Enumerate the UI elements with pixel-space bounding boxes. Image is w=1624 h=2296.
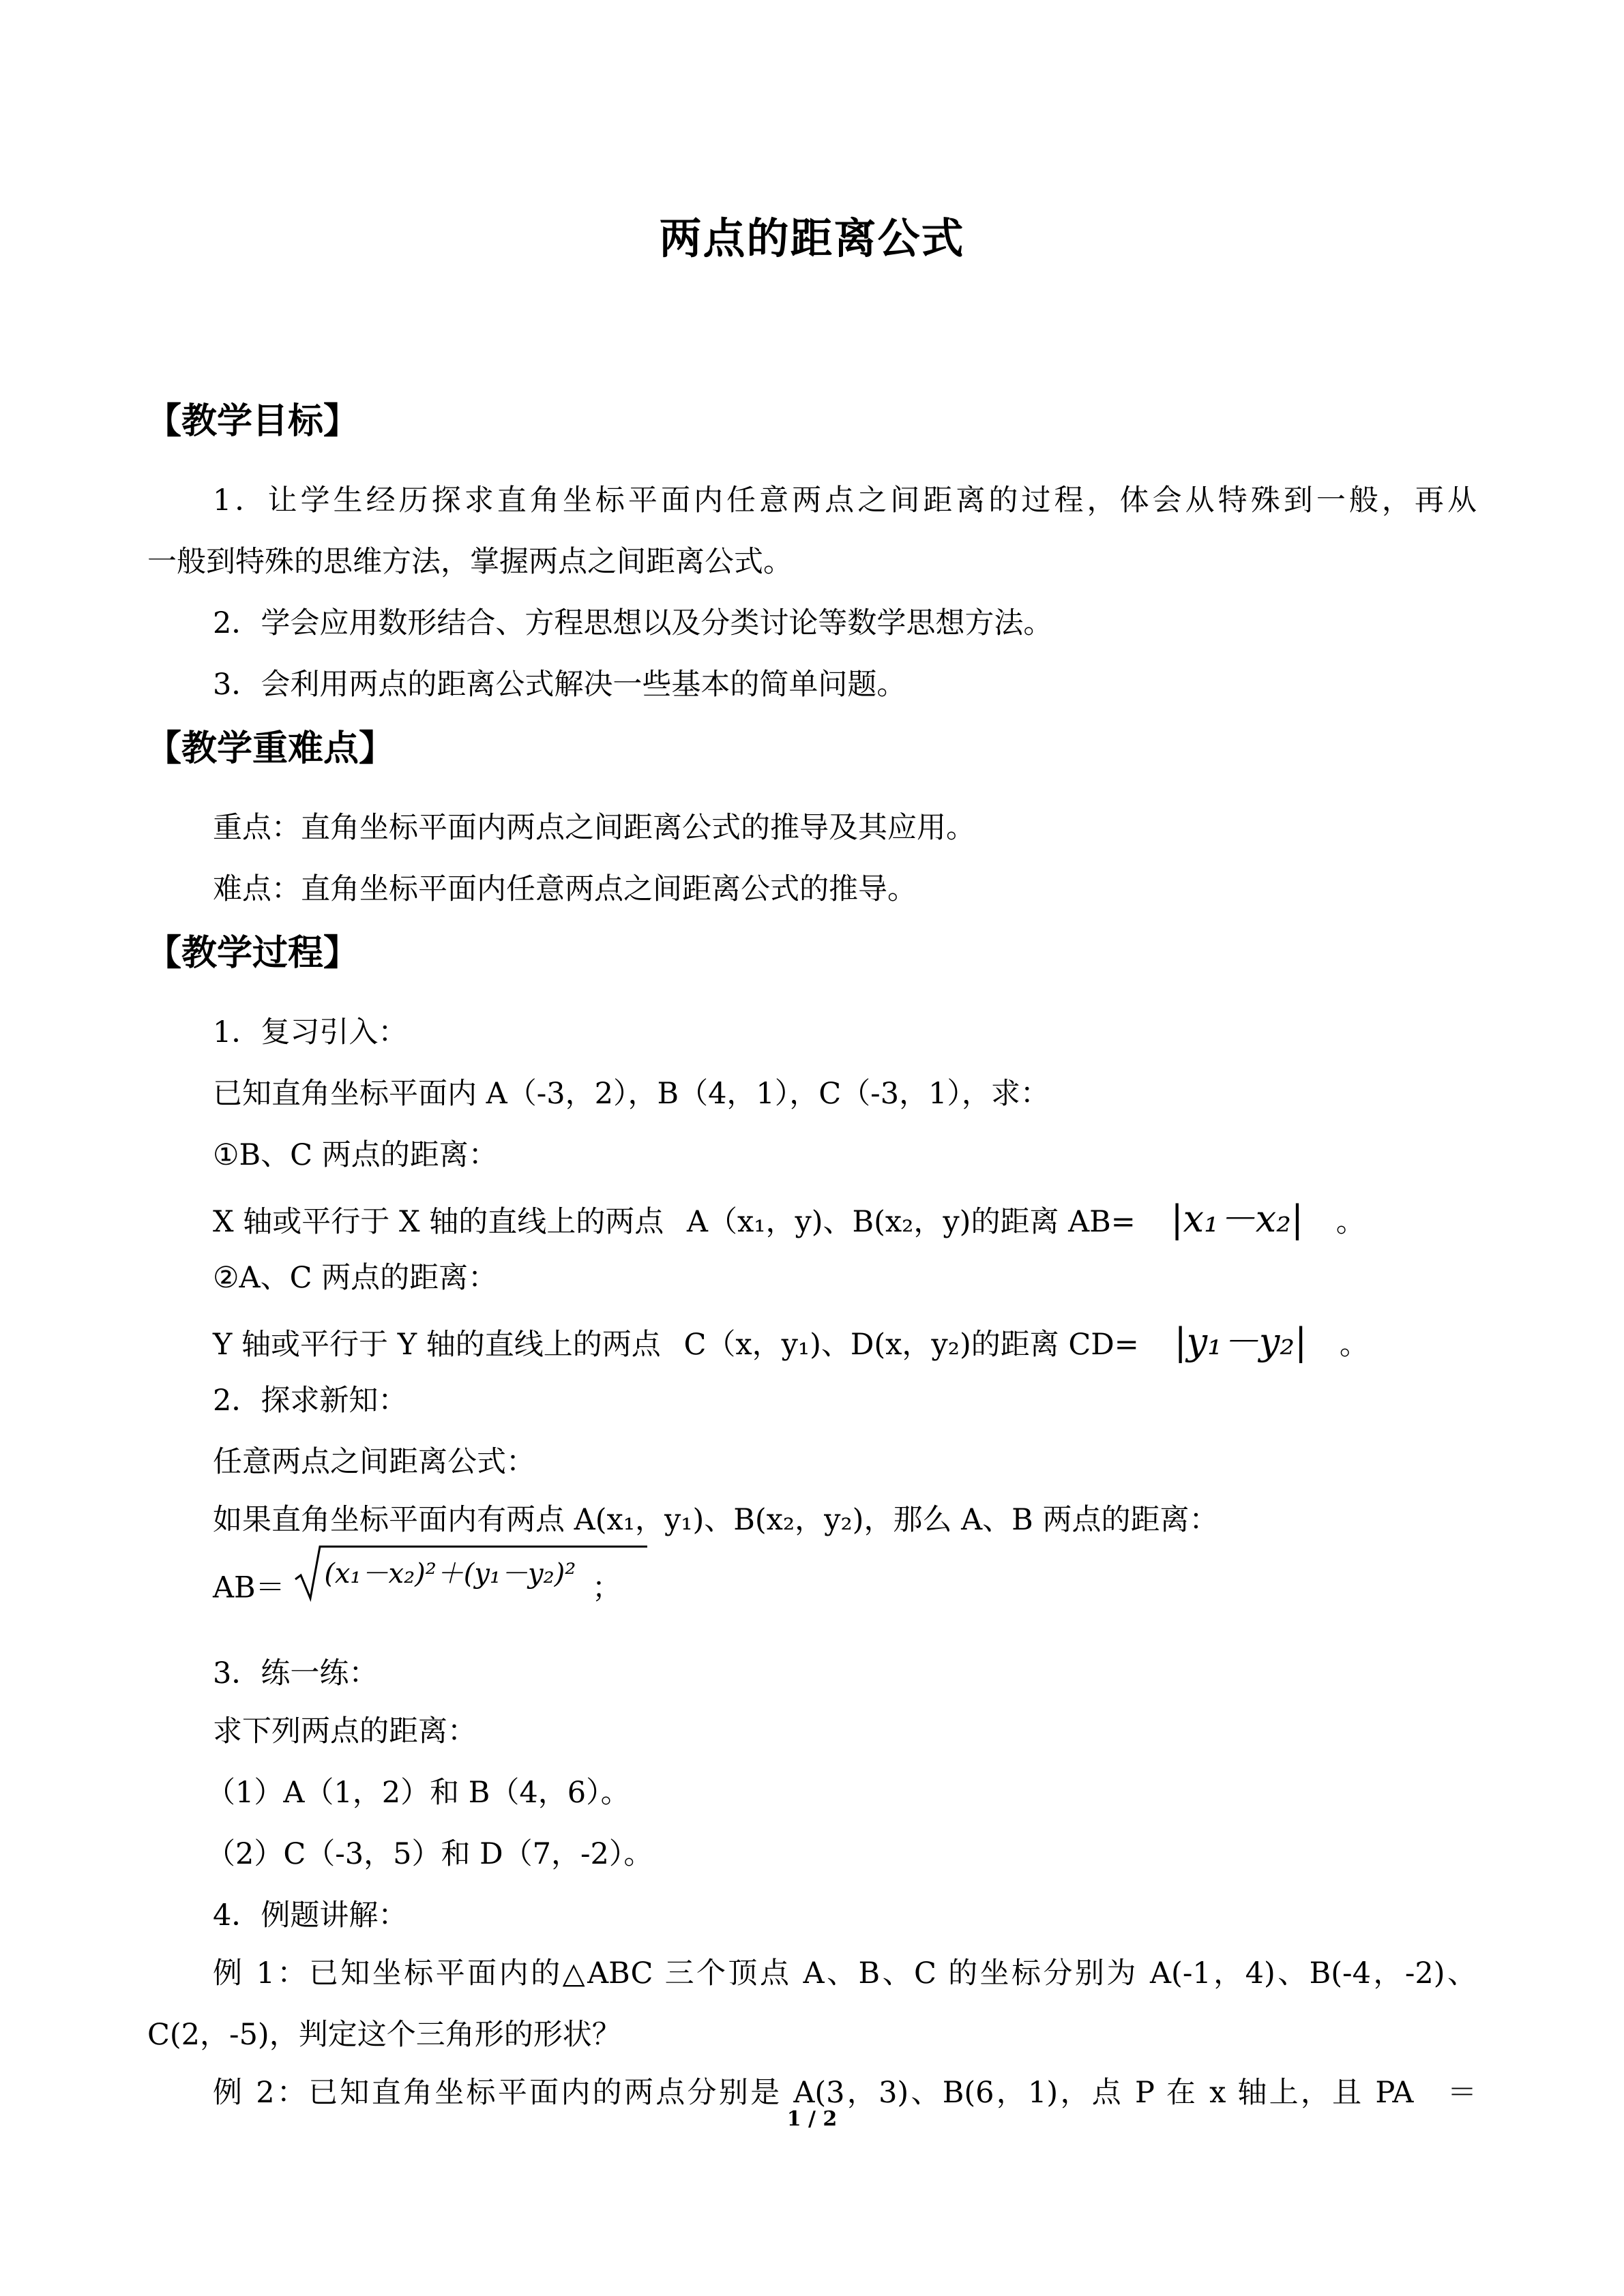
ab-label: AB＝ bbox=[213, 1570, 285, 1605]
document-title: 两点的距离公式 bbox=[659, 213, 965, 263]
practice-item-1: （1）A（1，2）和 B（4，6）。 bbox=[206, 1776, 630, 1810]
example-2-line-1: 例 2：已知直角坐标平面内的两点分别是 A(3，3)、B(6，1)，点 P 在 x 轴上，且 PA ＝ bbox=[213, 2076, 1477, 2110]
y-axis-period: 。 bbox=[1339, 1328, 1369, 1362]
key-point-focus: 重点：直角坐标平面内两点之间距离公式的推导及其应用。 bbox=[213, 811, 975, 845]
objective-2: 2．学会应用数形结合、方程思想以及分类讨论等数学思想方法。 bbox=[213, 606, 1053, 640]
review-title: 1．复习引入： bbox=[213, 1015, 408, 1049]
y-axis-distance-line bbox=[213, 1313, 1369, 1365]
ab-formula-radicand: (x₁－x₂)²＋(y₁－y₂)² bbox=[324, 1558, 576, 1590]
example-1-line-1: 例 1：已知坐标平面内的△ABC 三个顶点 A、B、C 的坐标分别为 A(-1，4)、B(-4，-2)、 bbox=[213, 1956, 1477, 1991]
y-axis-points: C（x，y₁)、D(x，y₂)的距离 CD= bbox=[683, 1328, 1139, 1362]
examples-title: 4．例题讲解： bbox=[213, 1898, 408, 1933]
sqrt-expression bbox=[294, 1548, 576, 1591]
section-heading-process: 【教学过程】 bbox=[146, 933, 359, 974]
page-number: 1 / 2 bbox=[786, 2107, 838, 2131]
general-formula-label: 任意两点之间距离公式： bbox=[213, 1445, 535, 1479]
objective-1-line-2: 一般到特殊的思维方法，掌握两点之间距离公式。 bbox=[147, 545, 793, 579]
practice-title: 3．练一练： bbox=[213, 1656, 379, 1690]
x-axis-prefix: X 轴或平行于 X 轴的直线上的两点 bbox=[213, 1205, 664, 1239]
bc-distance-label: ①B、C 两点的距离： bbox=[213, 1138, 498, 1172]
x-axis-distance-line bbox=[213, 1190, 1365, 1242]
x-axis-points: A（x₁，y)、B(x₂，y)的距离 AB= bbox=[686, 1205, 1136, 1239]
radical-sign-icon bbox=[294, 1544, 649, 1605]
section-heading-objectives: 【教学目标】 bbox=[146, 401, 359, 442]
key-point-difficulty: 难点：直角坐标平面内任意两点之间距离公式的推导。 bbox=[213, 872, 917, 906]
objective-1-line-1: 1．让学生经历探求直角坐标平面内任意两点之间距离的过程，体会从特殊到一般，再从 bbox=[213, 483, 1477, 518]
ac-distance-label: ②A、C 两点的距离： bbox=[213, 1261, 498, 1295]
ab-semicolon: ； bbox=[591, 1570, 621, 1605]
review-given-points: 已知直角坐标平面内 A（-3，2），B（4，1），C（-3，1），求： bbox=[213, 1077, 1050, 1111]
practice-item-2: （2）C（-3，5）和 D（7，-2）。 bbox=[206, 1837, 653, 1871]
ab-distance-formula-line bbox=[213, 1548, 621, 1607]
y-axis-prefix: Y 轴或平行于 Y 轴的直线上的两点 bbox=[213, 1328, 661, 1362]
section-heading-key-points: 【教学重难点】 bbox=[146, 728, 395, 769]
x-axis-period: 。 bbox=[1335, 1205, 1365, 1239]
x-axis-formula: |x₁－x₂| bbox=[1170, 1197, 1304, 1240]
objective-3: 3．会利用两点的距离公式解决一些基本的简单问题。 bbox=[213, 668, 906, 702]
y-axis-formula: |y₁－y₂| bbox=[1174, 1320, 1308, 1363]
example-1-line-2: C(2，-5)，判定这个三角形的形状？ bbox=[147, 2018, 621, 2052]
practice-prompt: 求下列两点的距离： bbox=[213, 1714, 477, 1748]
general-formula-intro: 如果直角坐标平面内有两点 A(x₁，y₁)、B(x₂，y₂)，那么 A、B 两点的距离： bbox=[213, 1503, 1219, 1537]
explore-title: 2．探求新知： bbox=[213, 1384, 408, 1418]
